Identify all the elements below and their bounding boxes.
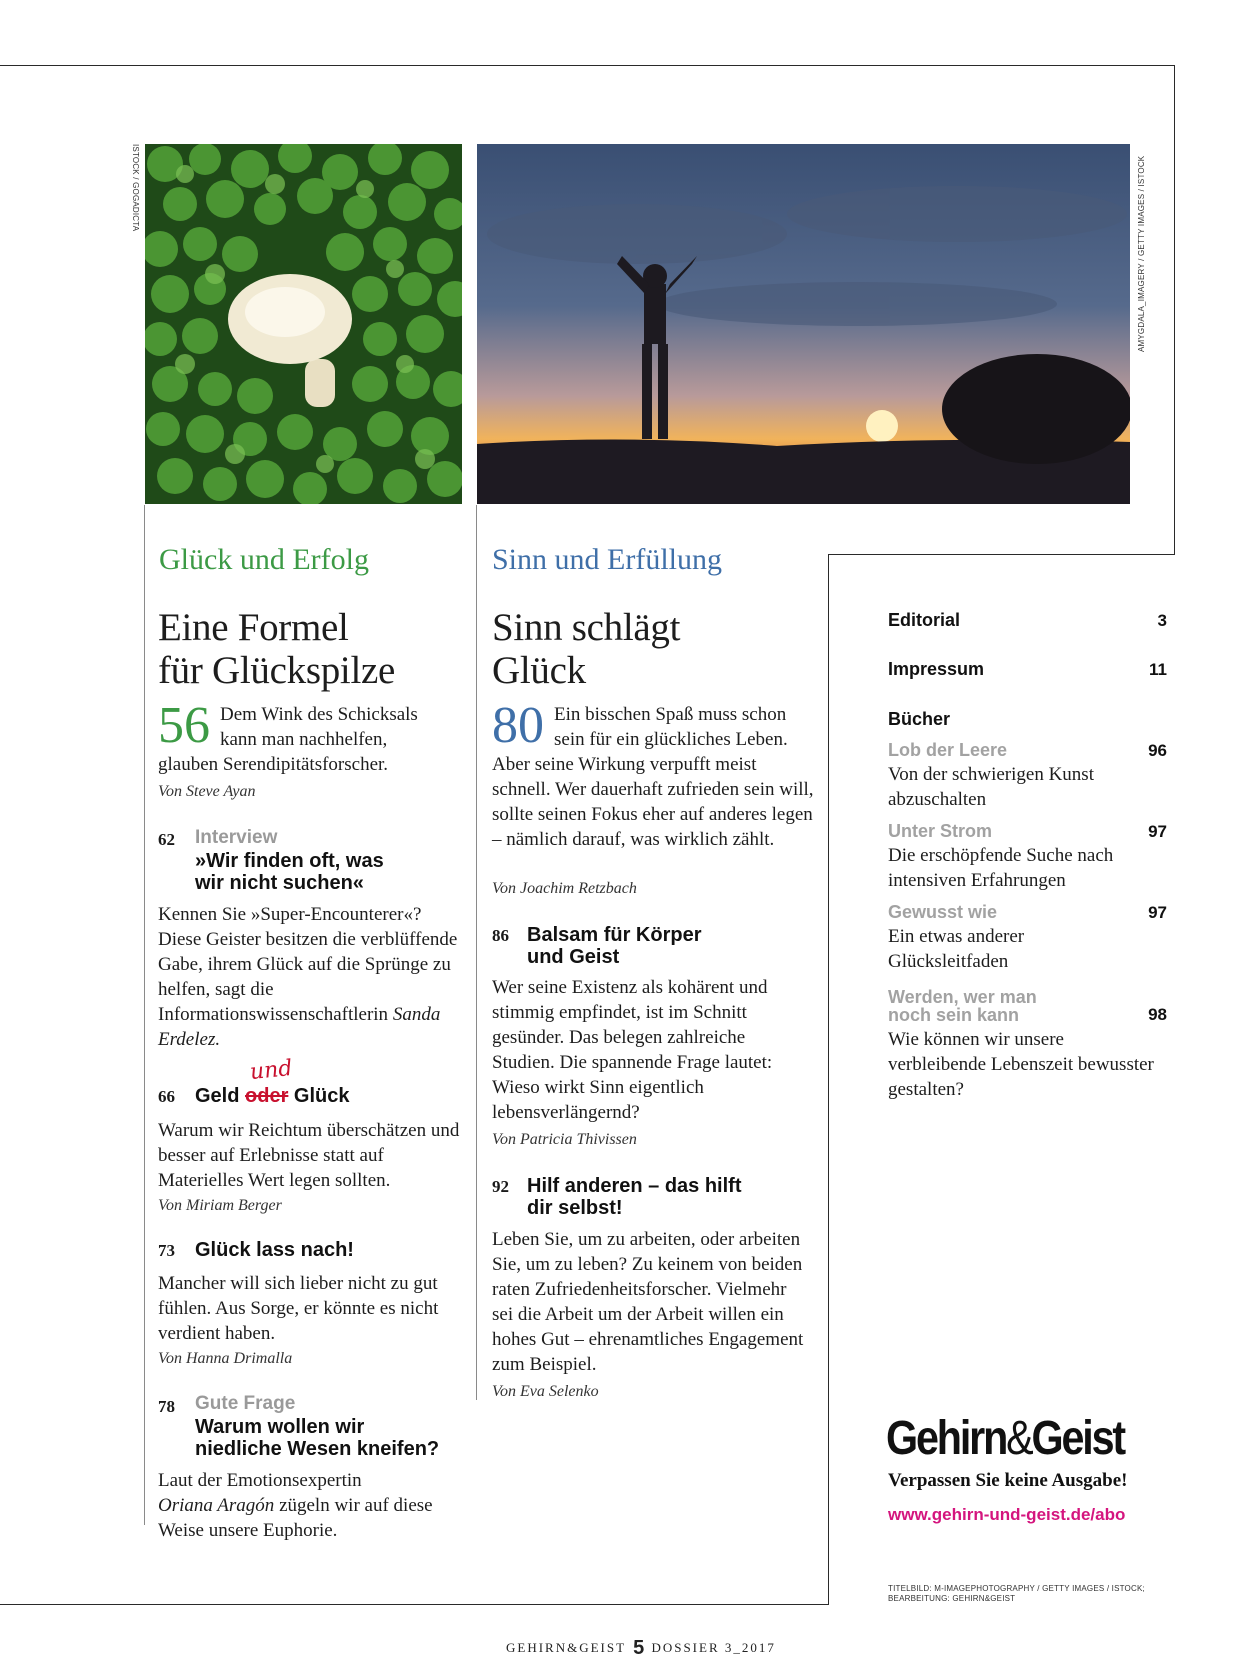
toc-editorial-page[interactable]: 3 [1157,611,1167,630]
toc-books-heading: Bücher [888,709,951,729]
book-3-page[interactable]: 97 [1148,903,1167,922]
article-66-title-b: Glück [293,1085,350,1107]
article-86-title-line2[interactable]: und Geist [527,946,620,968]
article-62-body-text: Kennen Sie »Super-Encounterer«? Diese Geister besitzen die verblüffende Gabe, ihrem Glück auf die Sprünge zu helfen, sagt die Informationswissenschaftlerin [158,904,458,1025]
book-1-description: Von der schwierigen Kunst abzuschalten [888,764,1094,810]
article-86-author: Von Patricia Thivissen [492,1131,637,1148]
col1-lead [158,697,448,777]
article-92-body: Leben Sie, um zu arbeiten, oder arbeiten Sie, um zu leben? Zu keinem von beiden raten Zufriedenheitsforscher. Vielmehr sei die Arbeit um der Arbeit willen ein hohes Gut – ehrenamtliches Engagement zum Beispiel. [492,1229,804,1375]
logo-word-geist: Geist [1031,1412,1125,1465]
article-73-page-number[interactable]: 73 [158,1241,175,1260]
col1-headline-line2: für Glückspilze [158,649,396,692]
col1-lead-text: Dem Wink des Schicksals kann man nachhelfen, glauben Serendipitätsforscher. [158,704,418,775]
col2-lead-author: Von Joachim Retzbach [492,880,637,897]
logo-ampersand: & [1006,1412,1032,1465]
col2-headline-line2: Glück [492,649,586,692]
book-1-page[interactable]: 96 [1148,741,1167,760]
article-78-person: Oriana Aragón [158,1495,275,1516]
article-78-kicker: Gute Frage [195,1393,296,1414]
clover-mushroom-photo [145,144,462,504]
book-4-title-line2[interactable]: noch sein kann [888,1005,1020,1025]
cover-credit-line2: BEARBEITUNG: GEHIRN&GEIST [888,1594,1016,1603]
article-66-author: Von Miriam Berger [158,1197,282,1214]
article-66-body: Warum wir Reichtum überschätzen und besser auf Erlebnisse statt auf Materielles Wert legen sollten. [158,1120,460,1191]
promo-tagline: Verpassen Sie keine Ausgabe! [888,1470,1128,1491]
article-78-body-a: Laut der Emotionsexpertin [158,1470,362,1491]
col2-lead-page-number[interactable]: 80 [492,697,544,754]
article-66-title-a: Geld [195,1085,240,1107]
article-62-body [158,902,458,1052]
article-62-person: Sanda Erdelez. [158,1004,441,1050]
right-photo-credit: AMYGDALA_IMAGERY / GETTY IMAGES / ISTOCK [1137,155,1146,352]
article-73-body: Mancher will sich lieber nicht zu gut fühlen. Aus Sorge, er könnte es nicht verdient haben. [158,1273,439,1344]
col1-lead-page-number[interactable]: 56 [158,697,210,754]
col1-headline-line1: Eine Formel [158,606,349,649]
article-73-author: Von Hanna Drimalla [158,1350,293,1367]
article-66-page-number[interactable]: 66 [158,1087,175,1106]
footer-folio [506,1637,776,1660]
clover-mushroom-illustration [145,144,462,504]
col2-lead-text: Ein bisschen Spaß muss schon sein für ein glückliches Leben. Aber seine Wirkung verpufft meist schnell. Wer dauerhaft zufrieden sein will, sollte seinen Fokus eher auf anderes legen – nämlich darauf, was wirklich zählt. [492,704,814,850]
sunset-silhouette-photo [477,144,1130,504]
left-photo-credit: ISTOCK / GOGADICTA [131,144,140,232]
toc-editorial[interactable]: Editorial [888,610,961,630]
book-3-description: Ein etwas anderer Glücksleitfaden [888,926,1025,972]
gehirn-geist-logo[interactable] [886,1413,1124,1465]
sunset-illustration [477,144,1130,504]
footer-issue: DOSSIER 3_2017 [651,1640,776,1655]
article-92-title-line2[interactable]: dir selbst! [527,1197,623,1219]
column-divider-middle [476,505,477,1400]
article-66-title[interactable] [195,1085,350,1107]
book-4-title-line1[interactable]: Werden, wer man [888,987,1037,1007]
col2-headline-line1: Sinn schlägt [492,606,681,649]
article-62-page-number[interactable]: 62 [158,830,175,849]
book-4-page[interactable]: 98 [1148,1005,1167,1024]
footer-magazine-name: GEHIRN&GEIST [506,1640,626,1655]
column-divider-left [144,505,145,1525]
col1-lead-author: Von Steve Ayan [158,783,256,800]
book-3-title[interactable]: Gewusst wie [888,902,998,922]
book-1-title[interactable]: Lob der Leere [888,740,1008,760]
book-2-page[interactable]: 97 [1148,822,1167,841]
article-92-author: Von Eva Selenko [492,1383,599,1400]
article-92-title-line1[interactable]: Hilf anderen – das hilft [527,1175,742,1197]
article-66-handwritten-correction: und [248,1055,294,1086]
article-86-page-number[interactable]: 86 [492,926,509,945]
article-86-title-line1[interactable]: Balsam für Körper [527,924,702,946]
article-78-body-c: zügeln wir auf diese Weise unsere Euphorie. [158,1495,433,1541]
frame-step-line [828,554,1175,555]
col1-rubric: Glück und Erfolg [159,543,369,576]
book-2-description: Die erschöpfende Suche nach intensiven Erfahrungen [888,845,1114,891]
frame-top-line [0,65,1175,66]
frame-right-line [1174,65,1175,555]
article-62-title-line1[interactable]: »Wir finden oft, was [195,850,384,872]
footer-page-number: 5 [633,1637,645,1659]
article-78-body [158,1468,468,1543]
toc-impressum-page[interactable]: 11 [1149,660,1167,679]
article-62-title-line2[interactable]: wir nicht suchen« [195,872,364,894]
article-78-page-number[interactable]: 78 [158,1397,175,1416]
article-66-title-strike: oder [245,1085,289,1107]
frame-bottom-line [0,1604,829,1605]
article-62-kicker: Interview [195,827,278,848]
logo-word-gehirn: Gehirn [886,1412,1007,1465]
col2-lead [492,697,817,852]
promo-subscription-link[interactable]: www.gehirn-und-geist.de/abo [888,1505,1126,1524]
article-86-body: Wer seine Existenz als kohärent und stimmig empfindet, ist im Schnitt gesünder. Das belegen zahlreiche Studien. Die spannende Frage lautet: Wieso wirkt Sinn eigentlich lebensverlängernd? [492,977,773,1123]
article-92-page-number[interactable]: 92 [492,1177,509,1196]
book-2-title[interactable]: Unter Strom [888,821,993,841]
cover-credit-line1: TITELBILD: M-IMAGEPHOTOGRAPHY / GETTY IMAGES / ISTOCK; [888,1584,1145,1593]
col2-rubric: Sinn und Erfüllung [492,543,722,576]
toc-impressum[interactable]: Impressum [888,659,985,679]
frame-inner-vertical [828,554,829,1605]
book-4-description: Wie können wir unsere verbleibende Lebenszeit bewusster gestalten? [888,1029,1154,1100]
article-78-title-line2[interactable]: niedliche Wesen kneifen? [195,1438,440,1460]
article-78-title-line1[interactable]: Warum wollen wir [195,1416,365,1438]
article-73-title[interactable]: Glück lass nach! [195,1239,354,1261]
